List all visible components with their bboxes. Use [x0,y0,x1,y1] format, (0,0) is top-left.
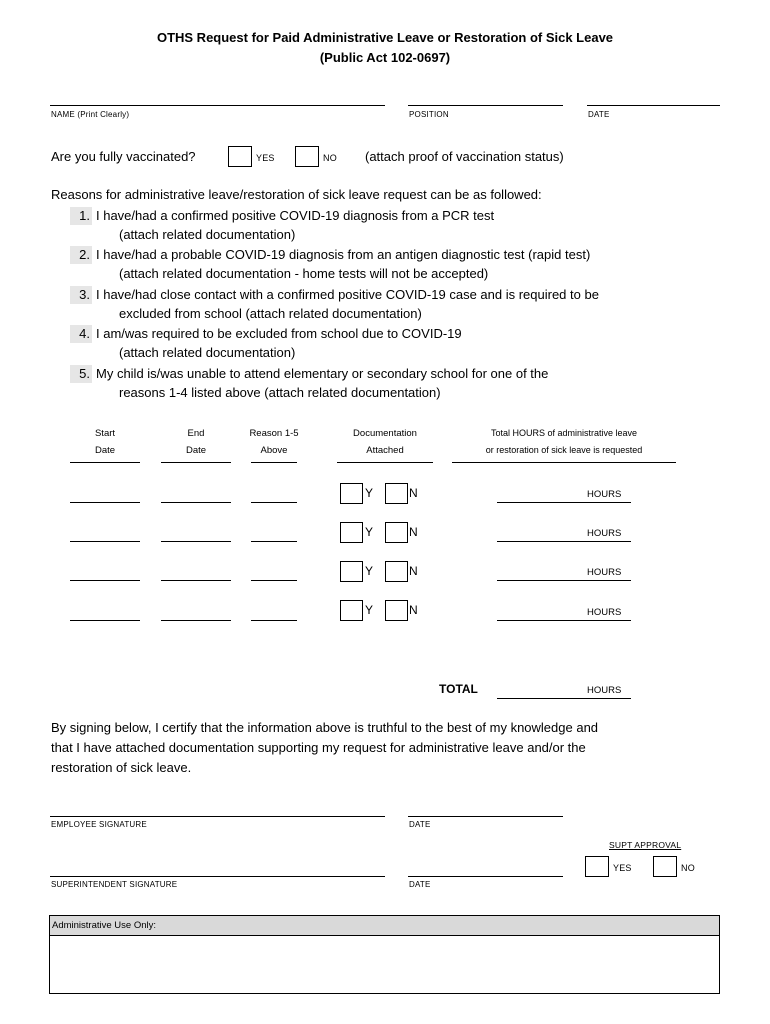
vaccinated-yes-label: YES [256,153,275,163]
end-date-header-rule [161,462,231,463]
start-date-header-line2: Date [94,445,116,456]
reason-field[interactable] [251,502,297,503]
hours-label: HOURS [587,528,622,539]
admin-use-area[interactable] [50,936,719,994]
documentation-yes-label: Y [365,486,374,500]
employee-signature-label: EMPLOYEE SIGNATURE [51,820,147,829]
reason-3-note: excluded from school (attach related documentation) [119,306,422,321]
certification-line-1: By signing below, I certify that the information above is truthful to the best of my knowledge and [51,720,599,735]
hours-label: HOURS [587,489,622,500]
documentation-no-checkbox[interactable] [385,600,408,621]
documentation-no-checkbox[interactable] [385,561,408,582]
documentation-yes-label: Y [365,564,374,578]
end-date-field[interactable] [161,580,231,581]
superintendent-date-line[interactable] [408,876,563,877]
reason-field[interactable] [251,620,297,621]
reasons-intro: Reasons for administrative leave/restoration of sick leave request can be as followed: [51,187,542,202]
documentation-no-label: N [409,525,418,539]
form-title: OTHS Request for Paid Administrative Leave or Restoration of Sick Leave [156,30,614,45]
reason-field[interactable] [251,541,297,542]
hours-label: HOURS [587,567,622,578]
start-date-field[interactable] [70,580,140,581]
name-label: NAME (Print Clearly) [51,110,130,119]
reason-3-number: 3. [70,286,92,304]
end-date-header-line1: End [187,428,205,439]
end-date-field[interactable] [161,502,231,503]
start-date-header [70,425,140,459]
hours-field[interactable] [497,580,631,581]
position-label: POSITION [409,110,449,119]
certification-line-2: that I have attached documentation supporting my request for administrative leave and/or the [51,740,586,755]
reason-5-note: reasons 1-4 listed above (attach related documentation) [119,385,441,400]
end-date-field[interactable] [161,541,231,542]
reason-1-number: 1. [70,207,92,225]
total-hours-header-line2: or restoration of sick leave is requested [485,445,643,455]
superintendent-signature-line[interactable] [50,876,385,877]
documentation-header-rule [337,462,433,463]
reason-field[interactable] [251,580,297,581]
supt-approval-no-checkbox[interactable] [653,856,677,877]
date-line[interactable] [587,105,720,106]
documentation-header [335,425,435,459]
position-line[interactable] [408,105,563,106]
documentation-no-label: N [409,486,418,500]
documentation-no-checkbox[interactable] [385,522,408,543]
name-line[interactable] [50,105,385,106]
documentation-header-line1: Documentation [353,428,417,439]
reason-4-text: I am/was required to be excluded from school due to COVID-19 [96,326,462,341]
reason-2-text: I have/had a probable COVID-19 diagnosis from an antigen diagnostic test (rapid test) [96,247,591,262]
documentation-header-line2: Attached [366,445,404,456]
employee-date-label: DATE [409,820,431,829]
start-date-field[interactable] [70,502,140,503]
vaccinated-yes-checkbox[interactable] [228,146,252,167]
reason-5-text: My child is/was unable to attend elementary or secondary school for one of the [96,366,549,381]
start-date-header-rule [70,462,140,463]
employee-date-line[interactable] [408,816,563,817]
total-hours-label: HOURS [587,685,622,696]
reason-header-line1: Reason 1-5 [249,428,299,439]
reason-header [243,425,305,459]
hours-field[interactable] [497,620,631,621]
end-date-header [161,425,231,459]
total-hours-header-line1: Total HOURS of administrative leave [490,428,638,438]
documentation-yes-checkbox[interactable] [340,483,363,504]
superintendent-signature-label: SUPERINTENDENT SIGNATURE [51,880,178,889]
total-hours-header-rule [452,462,676,463]
documentation-no-label: N [409,603,418,617]
reason-4-number: 4. [70,325,92,343]
vaccinated-no-label: NO [323,153,337,163]
documentation-yes-checkbox[interactable] [340,561,363,582]
reason-1-note: (attach related documentation) [119,227,296,242]
admin-use-box [49,915,720,994]
supt-approval-yes-checkbox[interactable] [585,856,609,877]
end-date-header-line2: Date [185,445,207,456]
total-hours-header [452,425,676,459]
reason-2-note: (attach related documentation - home tests will not be accepted) [119,266,489,281]
admin-use-header: Administrative Use Only: [50,916,719,936]
supt-approval-no-label: NO [681,863,695,873]
reason-header-rule [251,462,297,463]
employee-signature-line[interactable] [50,816,385,817]
total-hours-field[interactable] [497,698,631,699]
date-label: DATE [588,110,610,119]
superintendent-date-label: DATE [409,880,431,889]
documentation-yes-checkbox[interactable] [340,600,363,621]
documentation-no-label: N [409,564,418,578]
supt-approval-yes-label: YES [613,863,632,873]
reason-3-text: I have/had close contact with a confirmed positive COVID-19 case and is required to be [96,287,599,302]
documentation-yes-checkbox[interactable] [340,522,363,543]
vaccination-question: Are you fully vaccinated? [51,149,196,164]
reason-5-number: 5. [70,365,92,383]
documentation-yes-label: Y [365,603,374,617]
vaccination-note: (attach proof of vaccination status) [365,149,564,164]
reason-4-note: (attach related documentation) [119,345,296,360]
vaccinated-no-checkbox[interactable] [295,146,319,167]
form-subtitle: (Public Act 102-0697) [319,50,451,65]
documentation-no-checkbox[interactable] [385,483,408,504]
reason-1-text: I have/had a confirmed positive COVID-19 diagnosis from a PCR test [96,208,495,223]
end-date-field[interactable] [161,620,231,621]
reason-2-number: 2. [70,246,92,264]
supt-approval-label: SUPT APPROVAL [609,840,682,850]
hours-field[interactable] [497,502,631,503]
documentation-yes-label: Y [365,525,374,539]
total-label: TOTAL [439,682,478,696]
hours-label: HOURS [587,607,622,618]
start-date-field[interactable] [70,541,140,542]
reason-header-line2: Above [260,445,288,456]
hours-field[interactable] [497,541,631,542]
certification-line-3: restoration of sick leave. [51,760,192,775]
start-date-field[interactable] [70,620,140,621]
start-date-header-line1: Start [94,428,116,439]
